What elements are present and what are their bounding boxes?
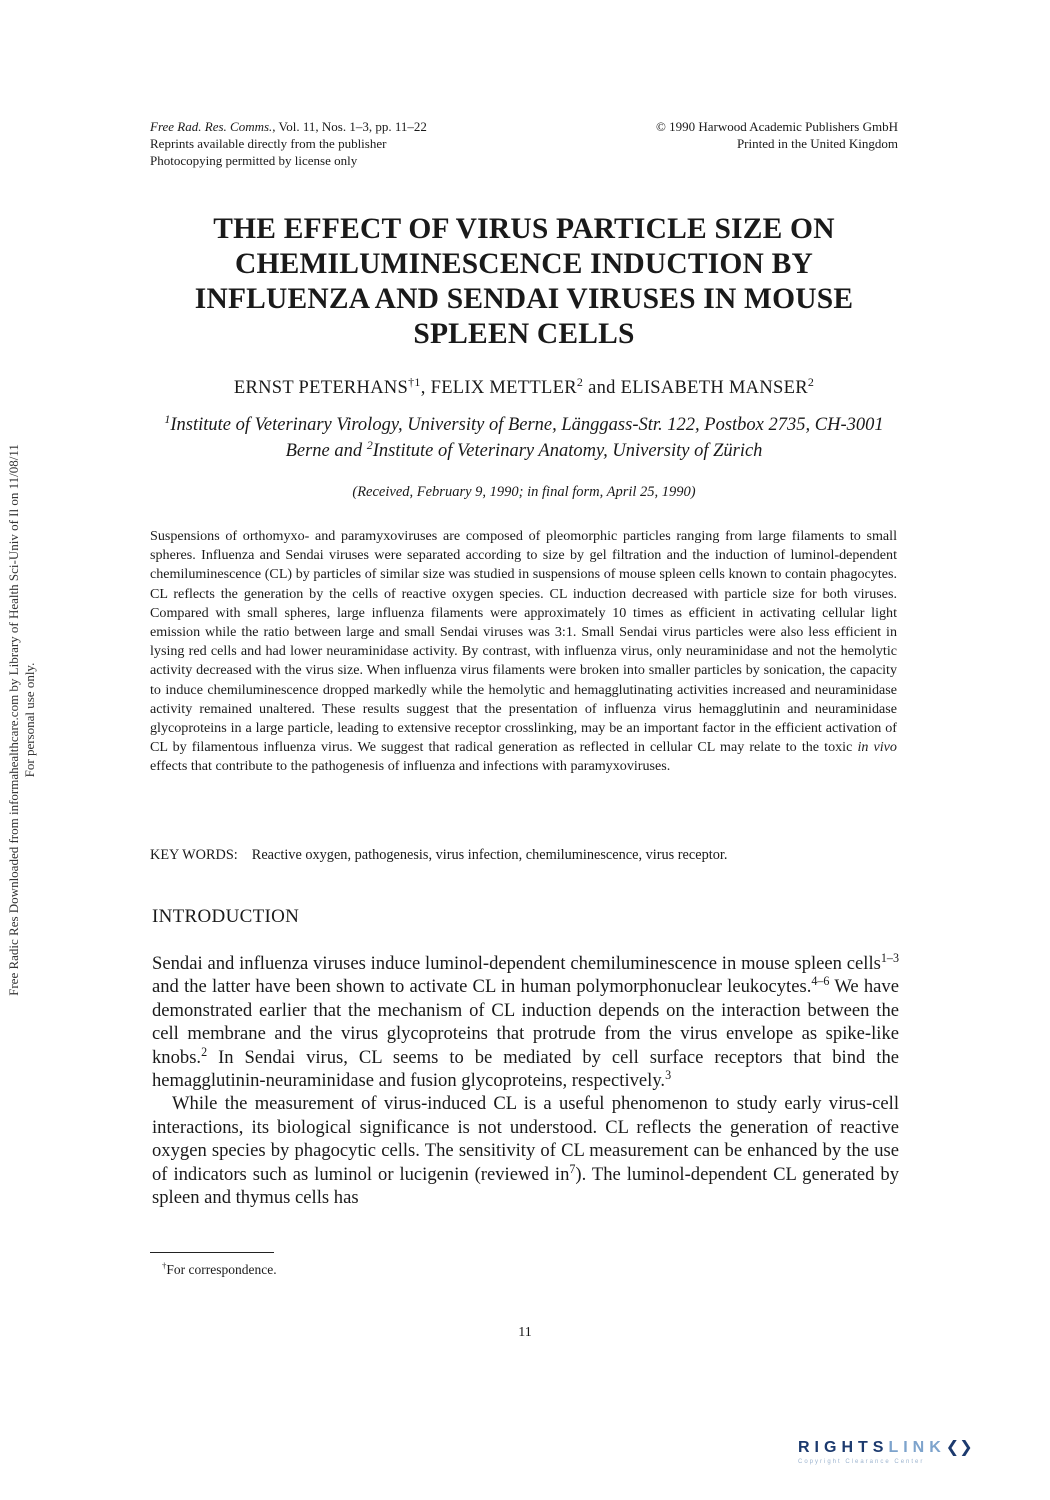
reprints-note: Reprints available directly from the publisher (150, 136, 387, 151)
footnote (162, 1262, 277, 1278)
body-paragraph (152, 1092, 899, 1209)
citation-ref: 4–6 (811, 974, 830, 989)
citation-ref: 1–3 (880, 950, 899, 965)
received-dates: (Received, February 9, 1990; in final form, April 25, 1990) (352, 484, 696, 500)
author-list (150, 374, 898, 399)
logo-dark-text: RIGHTS (798, 1439, 889, 1456)
logo-light-text: LINK (888, 1439, 946, 1456)
keywords-label: KEY WORDS: (150, 847, 238, 863)
affiliation-text: Institute of Veterinary Anatomy, University of Zürich (372, 441, 763, 461)
body-paragraph (152, 952, 899, 1092)
journal-name: Free Rad. Res. Comms. (150, 119, 273, 134)
citation-ref: 3 (665, 1067, 672, 1082)
abstract-text: effects that contribute to the pathogenesis of influenza and infections with paramyxoviruses. (150, 758, 671, 775)
abstract-italic: in vivo (857, 739, 897, 756)
download-stamp-line1: Free Radic Res Downloaded from informahealthcare.com by Library of Health Sci-Univ of Il on 11/08/11 (6, 444, 21, 996)
photocopy-note: Photocopying permitted by license only (150, 153, 358, 168)
rightslink-logo[interactable] (798, 1437, 973, 1465)
section-heading: INTRODUCTION (152, 906, 300, 927)
logo-subtitle: Copyright Clearance Center (798, 1459, 925, 1465)
affiliations (150, 412, 898, 464)
text-run: While the measurement of virus-induced CL is a useful phenomenon to study early virus-cell interactions, its biological significance is not understood. CL reflects the generation of reactive oxygen species by phagocytic cells. The sensitivity of CL measurement can be enhanced by the use of indicators such as luminol or lucigenin (reviewed in (152, 1093, 899, 1185)
printed-line: Printed in the United Kingdom (736, 136, 898, 151)
abstract-paragraph (150, 527, 897, 777)
text-run: ). The luminol-dependent CL generated by spleen and thymus cells has (152, 1163, 899, 1209)
citation-ref: 7 (569, 1161, 576, 1176)
title-line: INFLUENZA AND SENDAI VIRUSES IN MOUSE (194, 283, 854, 315)
footnote-marker: † (162, 1260, 167, 1271)
affiliation-marker: 2 (366, 437, 373, 452)
author-name: , FELIX METTLER (420, 378, 577, 398)
article-title (150, 212, 898, 352)
download-stamp (6, 30, 38, 1080)
logo-arrow-icon: ❮❯ (945, 1439, 973, 1456)
text-run: In Sendai virus, CL seems to be mediated by cell surface receptors that bind the hemagglutinin-neuraminidase and fusion glycoproteins, respectively. (152, 1046, 899, 1092)
author-marker: 2 (807, 374, 815, 389)
citation-details: , Vol. 11, Nos. 1–3, pp. 11–22 (272, 119, 427, 134)
title-line: SPLEEN CELLS (413, 318, 635, 350)
rightslink-wordmark (798, 1437, 973, 1457)
author-marker: 2 (576, 374, 584, 389)
citation-line (150, 118, 427, 135)
page-number: 11 (518, 1325, 532, 1340)
journal-header (150, 118, 427, 169)
text-run: We have demonstrated earlier that the mechanism of CL induction depends on the interaction between the cell membrane and the virus glycoproteins that protrude from the virus envelope as spike-like knobs. (152, 976, 899, 1068)
footnote-text: For correspondence. (166, 1262, 277, 1277)
affiliation-text: Institute of Veterinary Virology, University of Berne, Länggass-Str. 122, Postbox 2735, CH-3001 Berne and (170, 415, 884, 461)
author-marker: †1 (408, 374, 421, 389)
title-line: THE EFFECT OF VIRUS PARTICLE SIZE ON (213, 213, 835, 245)
copyright-line: © 1990 Harwood Academic Publishers GmbH (655, 119, 898, 134)
abstract-text: Suspensions of orthomyxo- and paramyxoviruses are composed of pleomorphic particles ranging from large filaments to small spheres. Influenza and Sendai viruses were separated according to size by gel filtration and the induction of luminol-dependent chemiluminescence (CL) by particles of similar size was studied in suspensions of mouse spleen cells known to contain phagocytes. CL reflects the generation by the cells of reactive oxygen species. CL induction decreased with particle size for both viruses. Compared with small spheres, large influenza filaments were approximately 10 times as efficient in activating cellular light emission while the ratio between large and small Sendai viruses was 3:1. Small Sendai virus particles were also less efficient in lysing red cells and had lower neuraminidase activity. By contrast, with influenza virus, only neuraminidase and not the hemolytic activity decreased with the virus size. When influenza virus filaments were broken into smaller particles by sonication, the capacity to induce chemiluminescence dropped markedly while the hemolytic and hemagglutinating activities increased and neuraminidase activity remained unaltered. These results suggest that the presentation of influenza virus hemagglutinin and neuraminidase glycoproteins in a large particle, leading to extensive receptor crosslinking, may be an important factor in the efficient activation of CL by filamentous influenza virus. We suggest that radical generation as reflected in cellular CL may relate to the toxic (150, 528, 897, 756)
author-name: and ELISABETH MANSER (583, 378, 808, 398)
publisher-header (656, 118, 898, 152)
author-name: ERNST PETERHANS (233, 378, 409, 398)
body-text (152, 952, 899, 1209)
citation-ref: 2 (201, 1044, 208, 1059)
keywords (150, 847, 897, 864)
download-stamp-line2: For personal use only. (22, 662, 37, 778)
text-run: and the latter have been shown to activate CL in human polymorphonuclear leukocytes. (152, 976, 812, 998)
affiliation-marker: 1 (164, 411, 171, 426)
text-run: Sendai and influenza viruses induce luminol-dependent chemiluminescence in mouse spleen cells (152, 953, 881, 974)
abstract (150, 527, 897, 777)
title-line: CHEMILUMINESCENCE INDUCTION BY (234, 248, 814, 280)
keywords-text: Reactive oxygen, pathogenesis, virus infection, chemiluminescence, virus receptor. (251, 847, 728, 863)
footnote-rule (150, 1252, 274, 1253)
